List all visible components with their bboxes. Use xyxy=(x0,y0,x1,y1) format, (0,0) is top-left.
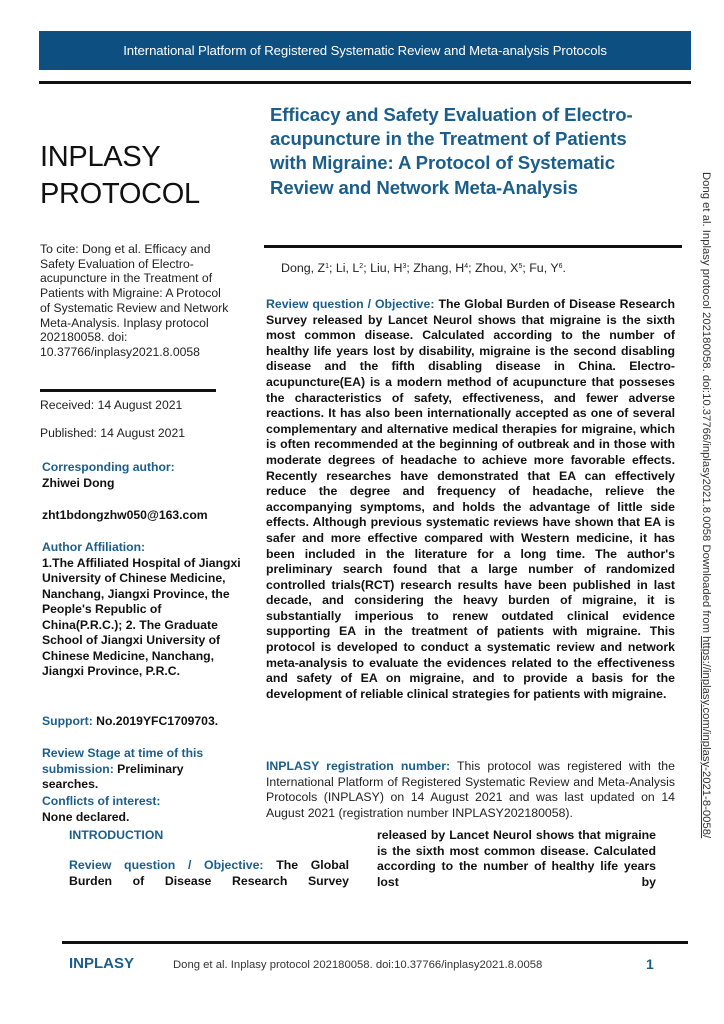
registration-label: INPLASY registration number: xyxy=(266,759,451,773)
download-link[interactable]: https://inplasy.com/inplasy-2021-8-0058/ xyxy=(700,636,712,839)
author: Li, $L^2$; xyxy=(335,261,371,275)
footer-citation: Dong et al. Inplasy protocol 202180058. doi:10.37766/inplasy2021.8.0058 xyxy=(173,959,543,971)
corresponding-author-section xyxy=(42,460,242,491)
corresponding-author-label: Corresponding author: xyxy=(42,460,175,474)
conflicts-value: None declared. xyxy=(42,809,130,824)
inplasy-protocol-title xyxy=(40,139,200,213)
author: Fu, $Y^6$. xyxy=(529,261,566,275)
published-date: Published: 14 August 2021 xyxy=(40,426,186,440)
registration-paragraph xyxy=(266,759,675,821)
author-list xyxy=(281,261,566,275)
article-title: Efficacy and Safety Evaluation of Electro-acupuncture in the Treatment of Patients with Migraine: A Protocol of Systematic Review and Network Meta-Analysis xyxy=(270,104,633,198)
introduction-heading: INTRODUCTION xyxy=(69,828,164,842)
title-line-1: INPLASY xyxy=(40,141,161,173)
author: Zhou, $X^5$; xyxy=(475,261,530,275)
affiliation-text: 1.The Affiliated Hospital of Jiangxi University of Chinese Medicine, Nanchang, Jiangxi Province, the People's Republic of China(P.R.C.); 2. The Graduate School of Jiangxi University of Chinese Medicine, Nanchang, Jiangxi Province, P.R.C. xyxy=(42,555,241,678)
review-stage-section xyxy=(42,746,232,793)
email-address[interactable]: zht1bdongzhw050@163.com xyxy=(42,508,208,522)
abstract-text: The Global Burden of Disease Research Survey released by Lancet Neurol shows that migraine is the sixth most common disease. Calculated according to the number of healthy life years lost by disability, migraine is the second disabling disease and the fifth disabling disease in China. Electro-acupuncture(EA) is a modern method of acupuncture that posseses the characteristics of safety, effectiveness, and fewer adverse reactions. It has also been internationally accepted as one of several complementary and alternative medical therapies for migraine, which is often recommended at the beginning of outbreak and in those with moderate degrees of headache to achieve more favorable effects. Recently researches have demonstrated that EA can effectively reduce the degree and frequency of headache, relieve the accompanying symptoms, and holds the advantage of little side effects. Although previous systematic reviews have shown that EA is safer and more effective compared with Western medicine, it has been included in the literature for a long time. The author's preliminary search found that a large number of randomized controlled trials(RCT) research results have been published in last decade, and considering the heavy burden of migraine, it is substantially imperious to renew outdated clinical evidence supporting EA in the treatment of patients with migraine. This protocol is developed to conduct a systematic review and network meta-analysis to evaluate the evidences related to the effectiveness and safety of EA on migraine, and to provide a basis for the development of reliable clinical strategies for patients with migraine. xyxy=(266,297,675,701)
title-divider xyxy=(264,245,682,248)
journal-banner xyxy=(39,31,691,70)
side-note-text: Dong et al. Inplasy protocol 202180058. doi:10.37766/inplasy2021.8.0058 Downloaded from xyxy=(700,172,712,637)
review-stage-label: Review Stage at time of this submission: xyxy=(42,746,204,776)
author: Zhang, $H^4$; xyxy=(413,261,476,275)
intro-left-text: The Global Burden of Disease Research Survey xyxy=(69,858,349,888)
received-date: Received: 14 August 2021 xyxy=(40,398,183,412)
title-line-2: PROTOCOL xyxy=(40,178,200,210)
review-stage-value: Preliminary searches. xyxy=(42,761,184,791)
support-value: No.2019YFC1709703. xyxy=(96,714,219,728)
introduction-right-column: released by Lancet Neurol shows that migraine is the sixth most common disease. Calculated according to the number of healthy life years lost by xyxy=(377,828,656,889)
author: Dong, $Z^1$; xyxy=(281,261,336,275)
support-section xyxy=(42,714,252,730)
abstract-paragraph xyxy=(266,297,675,702)
left-divider xyxy=(40,389,216,392)
intro-label: Review question / Objective: xyxy=(69,858,264,872)
citation-block: To cite: Dong et al. Efficacy and Safety Evaluation of Electro-acupuncture in the Treatment of Patients with Migraine: A Protocol of Systematic Review and Network Meta-Analysis. Inplasy protocol 202180058. doi: 10.37766/inplasy2021.8.0058 xyxy=(40,242,229,359)
author: Liu, $H^3$; xyxy=(370,261,414,275)
corresponding-author-name: Zhiwei Dong xyxy=(42,475,115,490)
footer-brand: INPLASY xyxy=(69,955,135,972)
conflicts-label: Conflicts of interest: xyxy=(42,794,161,808)
conflicts-section xyxy=(42,794,242,825)
author-affiliation-section xyxy=(42,540,242,680)
banner-text: International Platform of Registered Systematic Review and Meta-analysis Protocols xyxy=(123,43,607,58)
introduction-left-column xyxy=(69,858,349,889)
affiliation-label: Author Affiliation: xyxy=(42,540,146,554)
support-label: Support: xyxy=(42,714,93,728)
footer-divider xyxy=(62,941,688,944)
top-divider xyxy=(39,81,691,84)
abstract-label: Review question / Objective: xyxy=(266,297,435,311)
registration-text: This protocol was registered with the International Platform of Registered Systematic Review and Meta-Analysis Protocols (INPLASY) on 14 August 2021 and was last updated on 14 August 2021 (registration number INPLASY202180058). xyxy=(266,759,675,820)
side-download-note xyxy=(700,172,712,912)
page-number: 1 xyxy=(646,956,654,972)
